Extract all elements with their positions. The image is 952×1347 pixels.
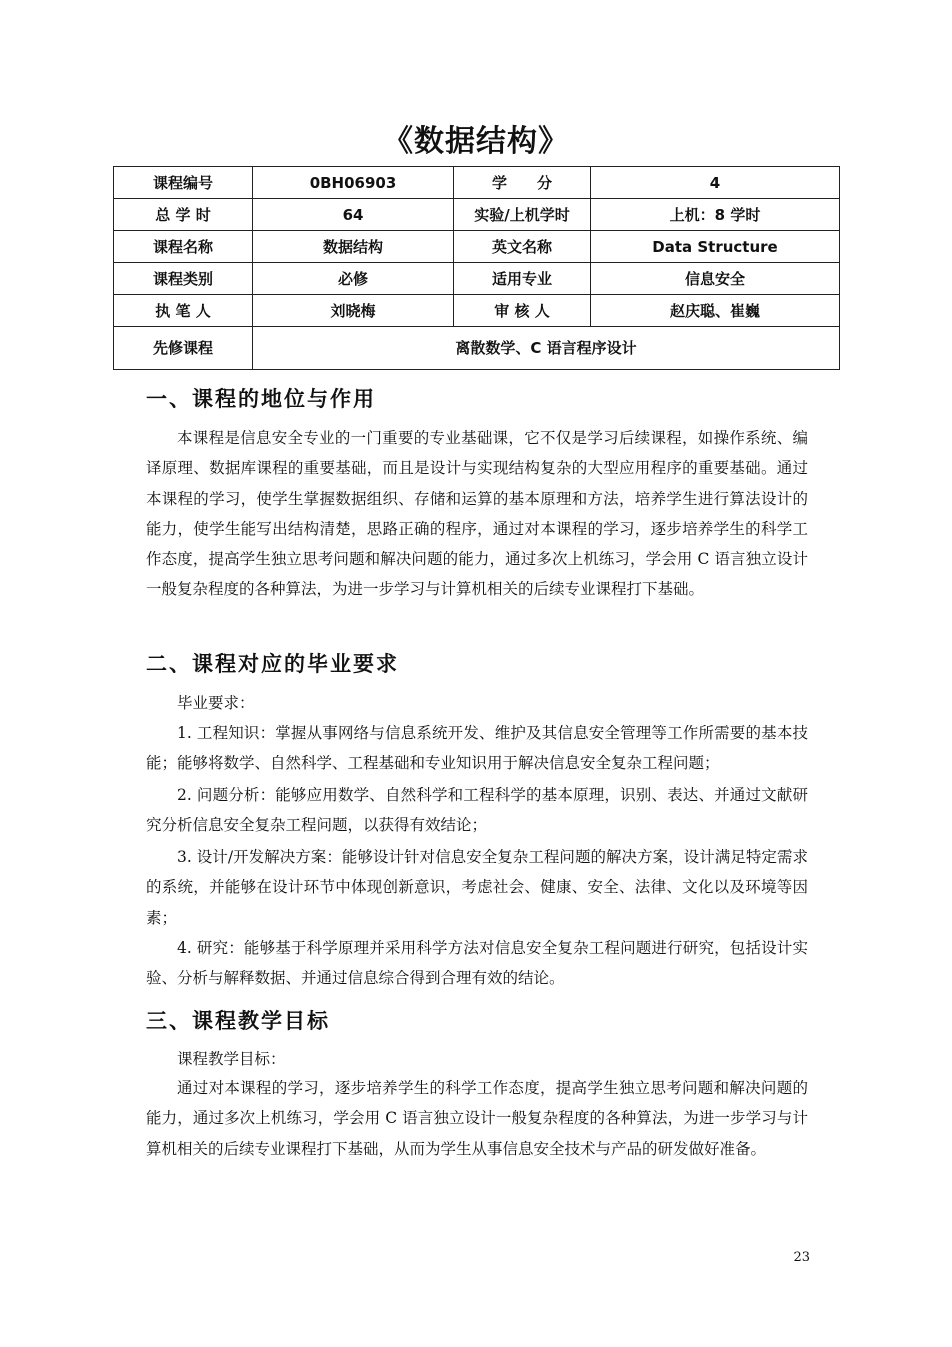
table-label-cell: 实验/上机学时: [454, 199, 591, 231]
table-value-cell: 必修: [253, 263, 454, 295]
section3-paragraph: 通过对本课程的学习，逐步培养学生的科学工作态度，提高学生独立思考问题和解决问题的能力，通过多次上机练习，学会用 C 语言独立设计一般复杂程度的各种算法，为进一步学习与计算机相关的后续专业课程打下基础，从而为学生从事信息安全技术与产品的研发做好准备。: [146, 1079, 808, 1158]
requirement-item: 3. 设计/开发解决方案：能够设计针对信息安全复杂工程问题的解决方案，设计满足特定需求的系统，并能够在设计环节中体现创新意识，考虑社会、健康、安全、法律、文化以及环境等因素；: [146, 848, 808, 927]
table-row: [114, 263, 840, 295]
table-label-cell: 课程编号: [114, 167, 253, 199]
section1-paragraph: 本课程是信息安全专业的一门重要的专业基础课，它不仅是学习后续课程，如操作系统、编译原理、数据库课程的重要基础，而且是设计与实现结构复杂的大型应用程序的重要基础。通过本课程的学习，使学生掌握数据组织、存储和运算的基本原理和方法，培养学生进行算法设计的能力，使学生能写出结构清楚，思路正确的程序，通过对本课程的学习，逐步培养学生的科学工作态度，提高学生独立思考问题和解决问题的能力，通过多次上机练习，学会用 C 语言独立设计一般复杂程度的各种算法，为进一步学习与计算机相关的后续专业课程打下基础。: [146, 429, 808, 599]
section2-lead: 毕业要求：: [177, 694, 255, 712]
table-value-cell: 数据结构: [253, 231, 454, 263]
table-value-cell: 4: [591, 167, 840, 199]
section-heading-2: 二、课程对应的毕业要求: [146, 652, 399, 676]
table-label-cell: 学 分: [454, 167, 591, 199]
table-label-cell: 审 核 人: [454, 295, 591, 327]
table-value-cell: 刘晓梅: [253, 295, 454, 327]
requirement-item: 1. 工程知识：掌握从事网络与信息系统开发、维护及其信息安全管理等工作所需要的基本技能；能够将数学、自然科学、工程基础和专业知识用于解决信息安全复杂工程问题；: [146, 724, 808, 773]
table-label-cell: 适用专业: [454, 263, 591, 295]
table-value-cell: 0BH06903: [253, 167, 454, 199]
requirement-item: 4. 研究：能够基于科学原理并采用科学方法对信息安全复杂工程问题进行研究，包括设计实验、分析与解释数据、并通过信息综合得到合理有效的结论。: [146, 939, 808, 988]
table-row: [114, 295, 840, 327]
table-label-cell: 课程类别: [114, 263, 253, 295]
table-value-cell: 赵庆聪、崔巍: [591, 295, 840, 327]
table-row-prerequisite: [114, 327, 840, 370]
table-row: [114, 167, 840, 199]
document-title: 《数据结构》: [383, 124, 569, 159]
table-label-cell: 执 笔 人: [114, 295, 253, 327]
table-row: [114, 199, 840, 231]
course-info-table: [113, 166, 840, 370]
table-row: [114, 231, 840, 263]
table-value-cell: Data Structure: [591, 231, 840, 263]
prerequisite-label: 先修课程: [114, 327, 253, 370]
table-label-cell: 总 学 时: [114, 199, 253, 231]
table-label-cell: 英文名称: [454, 231, 591, 263]
section3-lead: 课程教学目标：: [177, 1050, 286, 1068]
requirement-item: 2. 问题分析：能够应用数学、自然科学和工程科学的基本原理，识别、表达、并通过文献研究分析信息安全复杂工程问题，以获得有效结论；: [146, 786, 808, 835]
table-value-cell: 64: [253, 199, 454, 231]
section-heading-3: 三、课程教学目标: [146, 1009, 330, 1033]
table-label-cell: 课程名称: [114, 231, 253, 263]
prerequisite-value: 离散数学、C 语言程序设计: [253, 327, 840, 370]
section-heading-1: 一、课程的地位与作用: [146, 387, 376, 411]
table-value-cell: 信息安全: [591, 263, 840, 295]
table-value-cell: 上机：8 学时: [591, 199, 840, 231]
page-number: 23: [793, 1250, 810, 1265]
